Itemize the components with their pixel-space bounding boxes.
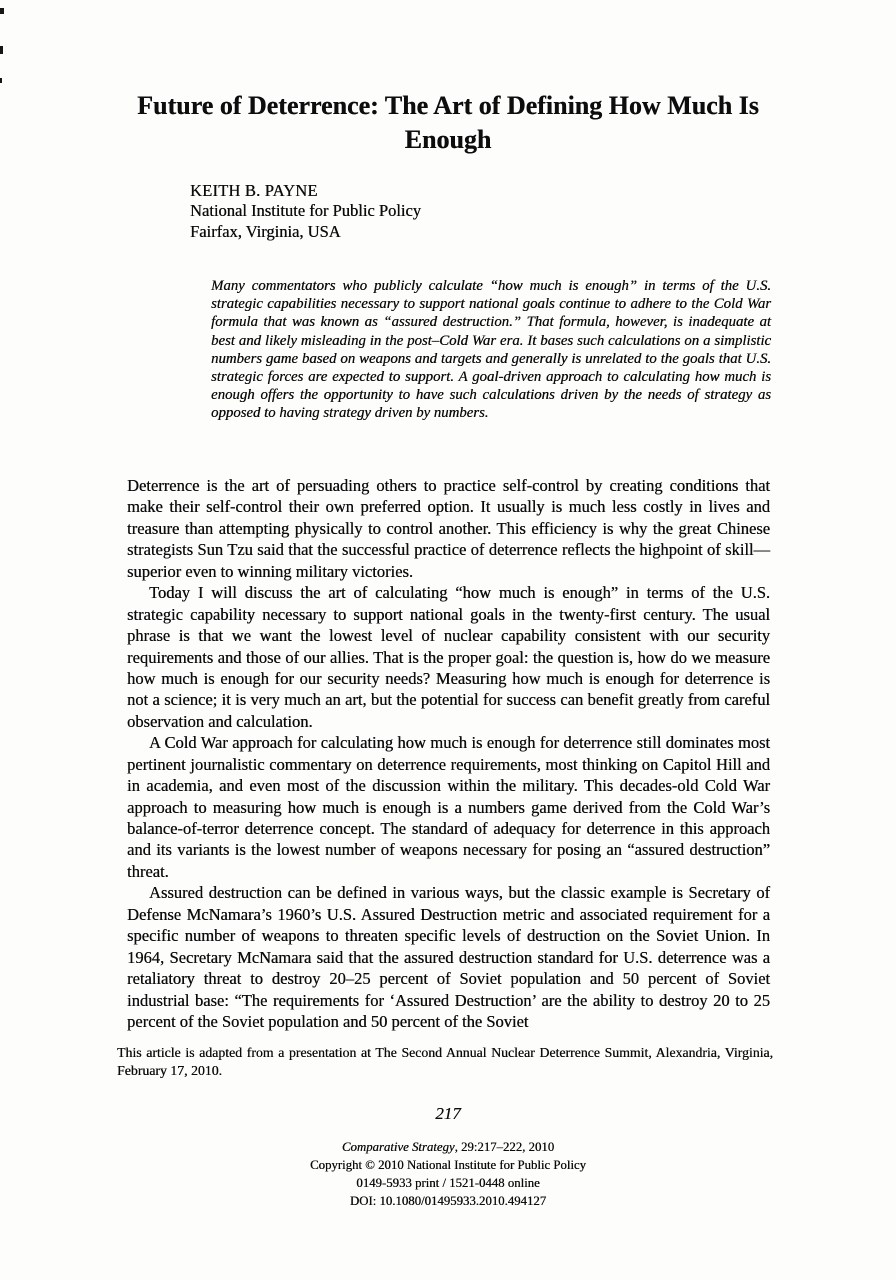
abstract: Many commentators who publicly calculate “how much is enough” in terms of the U.S. strategic capabilities necessary to support national goals continue to adhere to the Cold War formula that was known as “assured destruction.” That formula, however, is inadequate at best and likely misleading in the post–Cold War era. It bases such calculations on a simplistic numbers game based on weapons and targets and generally is unrelated to the goals that U.S. strategic forces are expected to support. A goal-driven approach to calculating how much is enough offers the opportunity to have such calculations driven by the needs of strategy as opposed to having strategy driven by numbers. <box>211 278 771 422</box>
body-paragraph: A Cold War approach for calculating how much is enough for deterrence still dominates most pertinent journalistic commentary on deterrence requirements, most thinking on Capitol Hill and in academia, and even most of the discussion within the military. This decades-old Cold War approach to measuring how much is enough is a numbers game derived from the Cold War’s balance-of-terror deterrence concept. The standard of adequacy for deterrence in this approach and its variants is the lowest number of weapons necessary for posing an “assured destruction” threat. <box>127 733 770 881</box>
article-body <box>127 475 770 1032</box>
doi-line: DOI: 10.1080/01495933.2010.494127 <box>349 1194 547 1209</box>
page-number: 217 <box>435 1104 461 1123</box>
journal-citation <box>0 1138 896 1156</box>
body-paragraph: Deterrence is the art of persuading others to practice self-control by creating conditions that make their self-control their own preferred option. It usually is much less costly in lives and treasure than attempting physically to control another. This efficiency is why the great Chinese strategists Sun Tzu said that the successful practice of deterrence reflects the highpoint of skill—superior even to winning military victories. <box>127 476 770 581</box>
author-name: KEITH B. PAYNE <box>190 181 318 200</box>
body-paragraph: Today I will discuss the art of calculating “how much is enough” in terms of the U.S. strategic capability necessary to support national goals in the twenty-first century. The usual phrase is that we want the lowest level of nuclear capability consistent with our security requirements and those of our allies. That is the proper goal: the question is, how do we measure how much is enough for our security needs? Measuring how much is enough for deterrence is not a science; it is very much an art, but the potential for success can benefit greatly from careful observation and calculation. <box>127 583 770 731</box>
body-paragraph: Assured destruction can be defined in various ways, but the classic example is Secretary of Defense McNamara’s 1960’s U.S. Assured Destruction metric and associated requirement for a specific number of weapons to threaten specific levels of destruction on the Soviet Union. In 1964, Secretary McNamara said that the assured destruction standard for U.S. deterrence was a retaliatory threat to destroy 20–25 percent of Soviet population and 50 percent of Soviet industrial base: “The requirements for ‘Assured Destruction’ are the ability to destroy 20 to 25 percent of the Soviet population and 50 percent of the Soviet <box>127 883 770 1031</box>
journal-footer <box>0 1138 896 1211</box>
page-title: Future of Deterrence: The Art of Defining How Much Is Enough <box>137 91 759 155</box>
author-location: Fairfax, Virginia, USA <box>190 221 341 241</box>
scan-artifact <box>0 46 3 54</box>
journal-name: Comparative Strategy <box>341 1140 455 1154</box>
author-affiliation: National Institute for Public Policy <box>190 201 421 221</box>
copyright-line: Copyright © 2010 National Institute for Public Policy <box>310 1158 586 1173</box>
issn-line: 0149-5933 print / 1521-0448 online <box>356 1176 540 1191</box>
scan-artifact <box>0 8 4 14</box>
scan-artifact <box>0 78 2 83</box>
author-block <box>190 181 421 242</box>
footnote: This article is adapted from a presentation at The Second Annual Nuclear Deterrence Summit, Alexandria, Virginia, February 17, 2010. <box>117 1045 773 1079</box>
journal-issue: , 29:217–222, 2010 <box>454 1140 555 1154</box>
